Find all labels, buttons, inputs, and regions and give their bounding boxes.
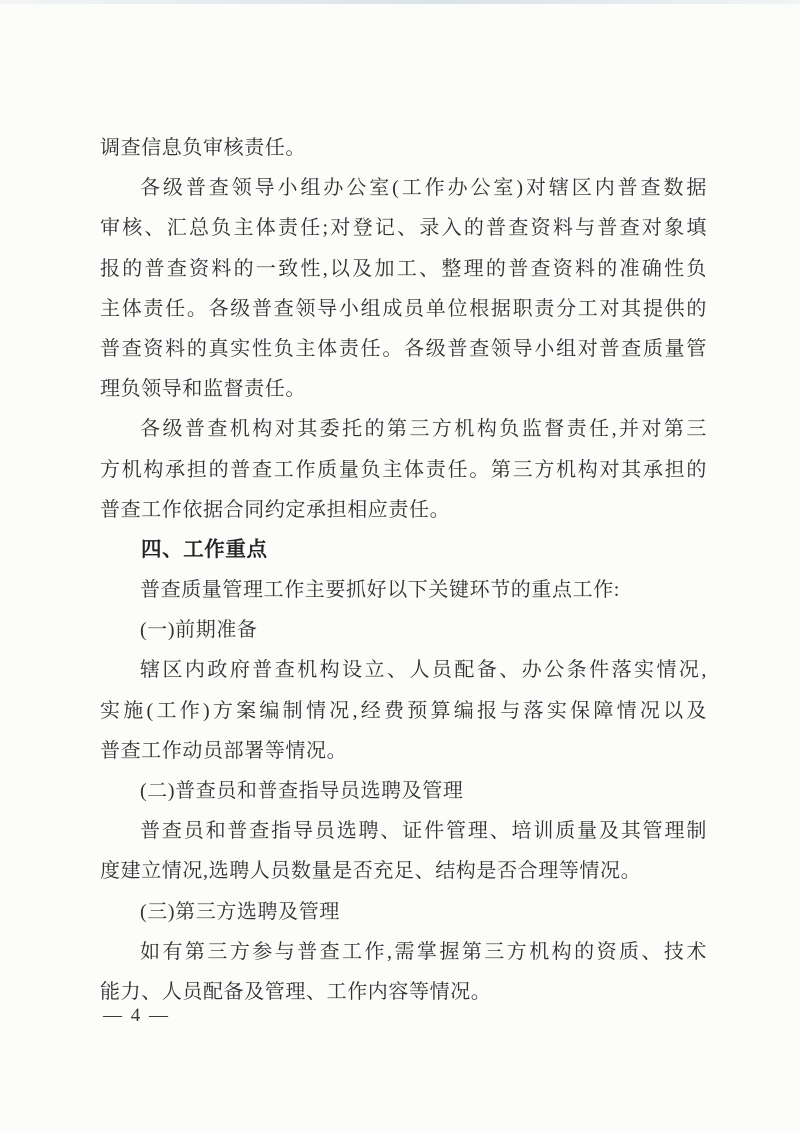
body-line: 普查工作依据合同约定承担相应责任。 [100,498,451,521]
body-line: 普查质量管理工作主要抓好以下关键环节的重点工作: [140,579,620,602]
body-line: 普查工作动员部署等情况。 [100,739,348,762]
subsection-heading: (一)前期准备 [140,619,258,642]
body-line: 普查资料的真实性负主体责任。各级普查领导小组对普查质量管 [100,337,707,360]
body-line: 各级普查机构对其委托的第三方机构负监督责任,并对第三 [140,418,707,441]
subsection-heading: (二)普查员和普查指导员选聘及管理 [140,780,464,802]
body-line: 理负领导和监督责任。 [100,378,306,401]
body-line: 实施(工作)方案编制情况,经费预算编报与落实保障情况以及 [100,699,707,722]
body-line: 如有第三方参与普查工作,需掌握第三方机构的资质、技术 [140,940,707,963]
body-line: 方机构承担的普查工作质量负主体责任。第三方机构对其承担的 [100,458,707,481]
scan-edge-artifact [0,0,800,4]
body-line: 度建立情况,选聘人员数量是否充足、结构是否合理等情况。 [100,860,642,883]
section-heading: 四、工作重点 [141,537,268,561]
body-line: 能力、人员配备及管理、工作内容等情况。 [100,980,492,1003]
document-text-block [100,128,707,1012]
body-line: 普查员和普查指导员选聘、证件管理、培训质量及其管理制 [140,820,707,843]
body-line: 各级普查领导小组办公室(工作办公室)对辖区内普查数据 [140,177,707,200]
body-line: 辖区内政府普查机构设立、人员配备、办公条件落实情况, [140,659,707,682]
page-number: — 4 — [103,1005,170,1026]
body-line: 审核、汇总负主体责任;对登记、录入的普查资料与普查对象填 [100,217,707,240]
subsection-heading: (三)第三方选聘及管理 [140,900,340,923]
body-line: 调查信息负审核责任。 [100,137,306,159]
body-line: 报的普查资料的一致性,以及加工、整理的普查资料的准确性负 [100,257,707,280]
body-line: 主体责任。各级普查领导小组成员单位根据职责分工对其提供的 [100,297,707,320]
